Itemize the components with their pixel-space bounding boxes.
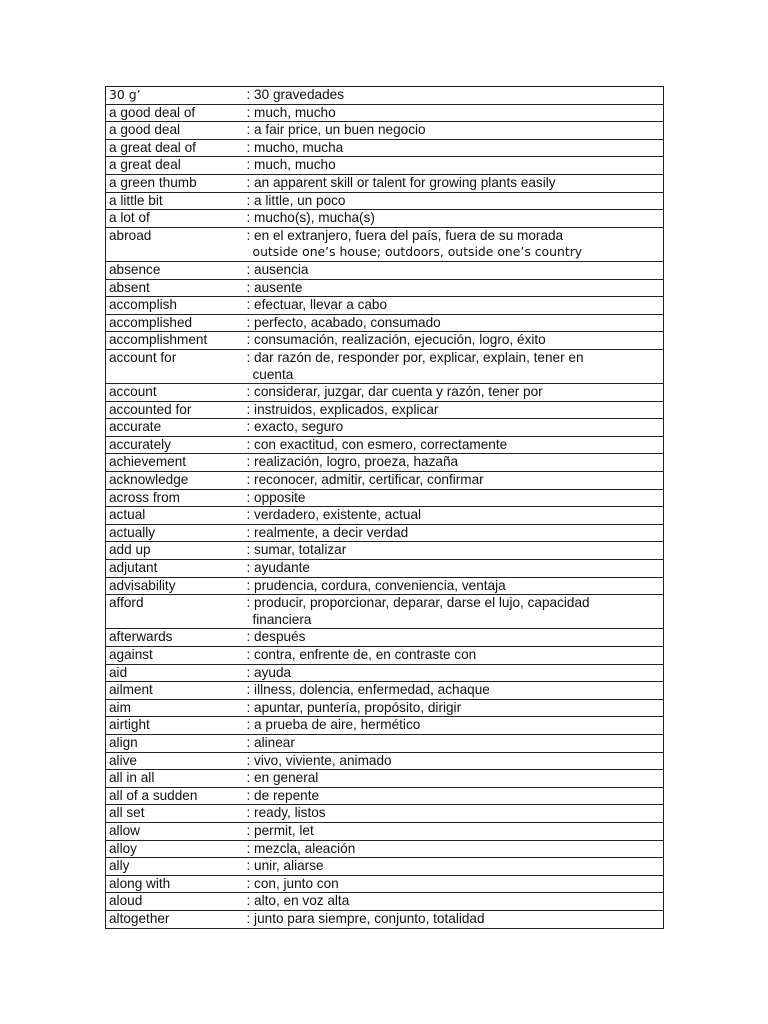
glossary-term: add up <box>106 542 247 560</box>
glossary-row <box>106 349 664 383</box>
glossary-row <box>106 401 664 419</box>
glossary-definition: : mucho(s), mucha(s) <box>246 210 375 226</box>
glossary-row <box>106 297 664 315</box>
glossary-term: all of a sudden <box>106 787 247 805</box>
glossary-definition-cell <box>247 524 664 542</box>
glossary-definition: : ausencia <box>246 261 309 277</box>
glossary-definition: : a fair price, un buen negocio <box>246 122 426 138</box>
glossary-term: aloud <box>106 893 247 911</box>
glossary-row <box>106 227 664 261</box>
glossary-definition: : apuntar, puntería, propósito, dirigir <box>246 699 462 715</box>
glossary-definition: : de repente <box>246 787 320 803</box>
glossary-definition: : a little, un poco <box>246 192 346 208</box>
glossary-definition-cell <box>247 752 664 770</box>
glossary-definition-cell <box>247 454 664 472</box>
glossary-body <box>106 87 664 929</box>
glossary-row <box>106 910 664 928</box>
glossary-term: along with <box>106 875 247 893</box>
glossary-row <box>106 489 664 507</box>
glossary-term: abroad <box>106 227 247 261</box>
glossary-definition-cell <box>247 787 664 805</box>
glossary-definition-cell <box>247 489 664 507</box>
glossary-definition: : junto para siempre, conjunto, totalidad <box>246 910 485 926</box>
glossary-definition: : illness, dolencia, enfermedad, achaque <box>246 682 490 698</box>
glossary-definition: : vivo, viviente, animado <box>246 752 392 768</box>
glossary-definition: : efectuar, llevar a cabo <box>246 297 388 313</box>
glossary-row <box>106 542 664 560</box>
glossary-definition: : contra, enfrente de, en contraste con <box>246 647 477 662</box>
glossary-definition-cell <box>247 893 664 911</box>
glossary-definition-cell <box>247 314 664 332</box>
glossary-term: aim <box>106 699 247 717</box>
glossary-definition: : exacto, seguro <box>246 419 344 435</box>
glossary-definition-cell <box>247 717 664 735</box>
glossary-definition: : perfecto, acabado, consumado <box>246 314 441 330</box>
glossary-row <box>106 104 664 122</box>
glossary-row <box>106 507 664 525</box>
glossary-definition-continued: cuenta <box>252 366 294 382</box>
glossary-row <box>106 577 664 595</box>
glossary-row <box>106 472 664 490</box>
glossary-definition: : much, mucho <box>246 104 336 120</box>
glossary-definition: : ayuda <box>246 664 292 680</box>
glossary-row <box>106 752 664 770</box>
glossary-term: accurately <box>106 436 247 454</box>
glossary-term: align <box>106 734 247 752</box>
glossary-definition: : much, mucho <box>246 157 336 173</box>
glossary-definition: : ausente <box>246 279 303 295</box>
glossary-definition-continued: financiera <box>252 611 312 627</box>
glossary-row <box>106 717 664 735</box>
glossary-row <box>106 436 664 454</box>
glossary-definition-cell <box>247 840 664 858</box>
glossary-definition-cell <box>247 472 664 490</box>
glossary-definition-cell <box>247 699 664 717</box>
glossary-definition: : en general <box>246 770 319 786</box>
glossary-definition-cell <box>247 858 664 876</box>
glossary-term: actually <box>106 524 247 542</box>
glossary-definition-cell <box>247 122 664 140</box>
glossary-definition-cell <box>247 682 664 700</box>
glossary-row <box>106 384 664 402</box>
glossary-term: allow <box>106 822 247 840</box>
glossary-term: ailment <box>106 682 247 700</box>
glossary-term: accurate <box>106 419 247 437</box>
glossary-definition-cell <box>247 261 664 279</box>
glossary-term: a great deal of <box>106 139 247 157</box>
glossary-definition-continued: outside one’s house; outdoors, outside one’s country <box>252 244 583 260</box>
glossary-definition: : prudencia, cordura, conveniencia, ventaja <box>246 577 506 593</box>
glossary-term: absent <box>106 279 247 297</box>
glossary-definition: : producir, proporcionar, deparar, darse el lujo, capacidad <box>246 595 590 611</box>
glossary-definition-cell <box>247 436 664 454</box>
glossary-term: accomplish <box>106 297 247 315</box>
glossary-table <box>105 86 664 929</box>
glossary-term: acknowledge <box>106 472 247 490</box>
glossary-definition-cell <box>247 560 664 578</box>
glossary-row <box>106 875 664 893</box>
glossary-definition: : ready, listos <box>246 805 326 821</box>
glossary-term: a great deal <box>106 157 247 175</box>
glossary-term: adjutant <box>106 560 247 578</box>
glossary-definition-cell <box>247 332 664 350</box>
glossary-definition: : ayudante <box>246 560 310 576</box>
glossary-definition-cell <box>247 192 664 210</box>
glossary-definition: : opposite <box>246 489 306 505</box>
glossary-definition: : unir, aliarse <box>246 858 324 874</box>
glossary-term: alloy <box>106 840 247 858</box>
glossary-term: aid <box>106 664 247 682</box>
glossary-definition-cell <box>247 297 664 315</box>
glossary-term: a good deal <box>106 122 247 140</box>
glossary-definition-cell <box>247 279 664 297</box>
glossary-row <box>106 595 664 629</box>
glossary-definition-cell <box>247 139 664 157</box>
glossary-term: a green thumb <box>106 174 247 192</box>
glossary-definition: : sumar, totalizar <box>246 542 347 558</box>
glossary-definition-cell <box>247 822 664 840</box>
glossary-definition: : a prueba de aire, hermético <box>246 717 421 733</box>
glossary-row <box>106 87 664 105</box>
glossary-definition-cell <box>247 227 664 261</box>
glossary-definition: : realización, logro, proeza, hazaña <box>246 454 459 470</box>
glossary-row <box>106 699 664 717</box>
glossary-definition: : realmente, a decir verdad <box>246 524 409 540</box>
glossary-row <box>106 332 664 350</box>
glossary-definition: : reconocer, admitir, certificar, confirmar <box>246 472 484 488</box>
glossary-definition-cell <box>247 875 664 893</box>
glossary-definition-cell <box>247 595 664 629</box>
glossary-row <box>106 419 664 437</box>
glossary-term: all set <box>106 805 247 823</box>
glossary-definition-cell <box>247 157 664 175</box>
glossary-term: ally <box>106 858 247 876</box>
glossary-row <box>106 805 664 823</box>
glossary-definition-cell <box>247 770 664 788</box>
glossary-definition: : 30 gravedades <box>246 87 344 102</box>
glossary-row <box>106 682 664 700</box>
glossary-definition: : mezcla, aleación <box>246 840 356 856</box>
glossary-row <box>106 664 664 682</box>
glossary-definition: : después <box>246 629 306 645</box>
glossary-row <box>106 174 664 192</box>
glossary-term: a lot of <box>106 210 247 228</box>
glossary-term: absence <box>106 261 247 279</box>
glossary-term: account for <box>106 349 247 383</box>
glossary-term: 30 g’ <box>106 87 247 105</box>
glossary-definition-cell <box>247 664 664 682</box>
glossary-definition: : en el extranjero, fuera del país, fuera de su morada <box>246 227 564 243</box>
glossary-row <box>106 122 664 140</box>
glossary-row <box>106 454 664 472</box>
glossary-row <box>106 524 664 542</box>
glossary-definition: : con, junto con <box>246 875 339 891</box>
glossary-definition: : alto, en voz alta <box>246 893 350 909</box>
glossary-definition-cell <box>247 542 664 560</box>
glossary-definition-cell <box>247 734 664 752</box>
glossary-row <box>106 192 664 210</box>
glossary-definition-cell <box>247 349 664 383</box>
glossary-term: all in all <box>106 770 247 788</box>
glossary-row <box>106 279 664 297</box>
glossary-row <box>106 139 664 157</box>
glossary-term: advisability <box>106 577 247 595</box>
glossary-row <box>106 314 664 332</box>
glossary-definition: : consumación, realización, ejecución, logro, éxito <box>246 332 546 348</box>
glossary-definition-cell <box>247 629 664 647</box>
glossary-term: altogether <box>106 910 247 928</box>
glossary-term: against <box>106 647 247 665</box>
glossary-row <box>106 770 664 788</box>
glossary-definition-cell <box>247 577 664 595</box>
glossary-row <box>106 822 664 840</box>
glossary-row <box>106 858 664 876</box>
glossary-term: a good deal of <box>106 104 247 122</box>
glossary-term: afterwards <box>106 629 247 647</box>
glossary-definition-cell <box>247 104 664 122</box>
glossary-definition-cell <box>247 384 664 402</box>
glossary-definition: : alinear <box>246 734 295 750</box>
glossary-term: achievement <box>106 454 247 472</box>
glossary-row <box>106 629 664 647</box>
glossary-definition: : con exactitud, con esmero, correctamente <box>246 436 508 452</box>
glossary-row <box>106 157 664 175</box>
glossary-row <box>106 893 664 911</box>
glossary-definition-cell <box>247 647 664 665</box>
glossary-row <box>106 261 664 279</box>
glossary-definition: : considerar, juzgar, dar cuenta y razón, tener por <box>246 384 543 400</box>
glossary-row <box>106 210 664 228</box>
glossary-term: alive <box>106 752 247 770</box>
glossary-definition: : verdadero, existente, actual <box>246 507 422 523</box>
glossary-term: airtight <box>106 717 247 735</box>
glossary-definition-cell <box>247 401 664 419</box>
glossary-definition: : instruidos, explicados, explicar <box>246 401 439 417</box>
glossary-definition: : an apparent skill or talent for growing plants easily <box>246 174 556 190</box>
glossary-term: afford <box>106 595 247 629</box>
glossary-row <box>106 560 664 578</box>
glossary-definition-cell <box>247 507 664 525</box>
glossary-definition-cell <box>247 174 664 192</box>
glossary-row <box>106 734 664 752</box>
glossary-term: across from <box>106 489 247 507</box>
glossary-row <box>106 840 664 858</box>
glossary-definition-cell <box>247 419 664 437</box>
glossary-term: actual <box>106 507 247 525</box>
glossary-definition: : mucho, mucha <box>246 139 344 155</box>
glossary-term: a little bit <box>106 192 247 210</box>
glossary-definition: : permit, let <box>246 822 314 838</box>
glossary-term: accounted for <box>106 401 247 419</box>
glossary-definition: : dar razón de, responder por, explicar, explain, tener en <box>246 349 584 365</box>
glossary-row <box>106 647 664 665</box>
glossary-definition-cell <box>247 210 664 228</box>
glossary-row <box>106 787 664 805</box>
glossary-term: account <box>106 384 247 402</box>
glossary-definition-cell <box>247 805 664 823</box>
glossary-term: accomplished <box>106 314 247 332</box>
glossary-definition-cell <box>247 910 664 928</box>
glossary-term: accomplishment <box>106 332 247 350</box>
glossary-definition-cell <box>247 87 664 105</box>
